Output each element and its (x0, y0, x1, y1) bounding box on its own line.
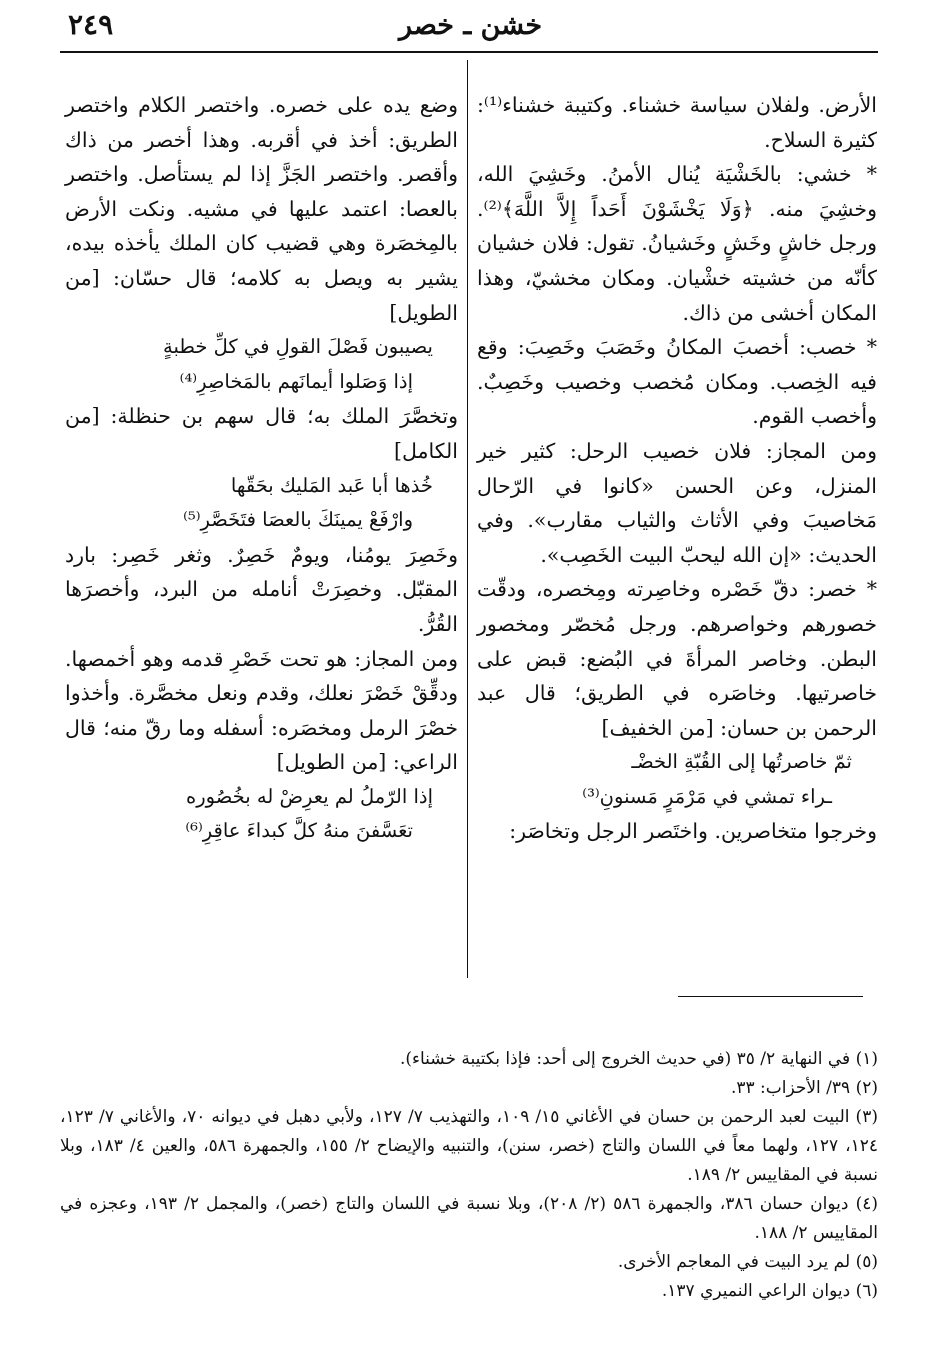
verse-line: يصيبون فَصْلَ القولِ في كلِّ خطبةٍ (163, 335, 433, 359)
entry-paragraph: وخَصِرَ يومُنا، ويومٌ خَصِرٌ. وثغر خَصِر: بارد المقبّل. وخصِرَتْ أنامله من البرد، وأخصرَها القُرُّ. (65, 542, 458, 636)
footnotes (60, 1045, 878, 1306)
verse-line: وارْفَعْ يمينَكَ بالعصَا فتَخَصَّرِ⁽⁵⁾ (183, 508, 413, 532)
footnote: (٤) ديوان حسان ٣٨٦، والجمهرة ٥٨٦ (٢/ ٢٠٨)، وبلا نسبة في اللسان والتاج (خصر)، والمجمل ٢/ ١٩٣، وعجزه في المقاييس ٢/ ١٨٨. (60, 1194, 878, 1243)
footnote: (٢) ٣٩/ الأحزاب: ٣٣. (730, 1078, 878, 1098)
entry-khashiya: * خشي: بالخَشْيَة يُنال الأمنُ. وخَشِيَ الله، وخشِيَ منه. ﴿وَلَا يَخْشَوْنَ أَحَداً إِلاَّ اللَّهَ﴾⁽²⁾. ورجل خاشٍ وخَشٍ وخَشيانُ. تقول: فلان خشيان كأنّه من خشيته خشْيان. ومكان مخشيّ، وهذا المكان أخشى من ذاك. (477, 162, 877, 325)
footnote: (٦) ديوان الراعي النميري ١٣٧. (661, 1281, 878, 1301)
entry-paragraph: وخرجوا متخاصرين. واختَصر الرجل وتخاصَر: (509, 819, 877, 844)
column-divider (467, 60, 468, 978)
entry-paragraph: وتخصَّرَ الملك به؛ قال سهم بن حنظلة: [من الكامل] (65, 404, 458, 463)
verse-line: تعَسَّفنَ منهُ كلَّ كبداءَ عاقِرِ⁽⁶⁾ (185, 819, 413, 843)
entry-khasb: * خصب: أخصبَ المكانُ وخَصَبَ وخَصِبَ: وقع فيه الخِصب. ومكان مُخصب وخصيب وخَصِبٌ. وأخصب القوم. (477, 335, 877, 429)
footnote: (٥) لم يرد البيت في المعاجم الأخرى. (617, 1252, 878, 1272)
verse-line: إذا الرّملُ لم يعرِضْ له بخُصُوره (186, 784, 433, 808)
entry-paragraph: الأرض. ولفلان سياسة خشناء. وكتيبة خشناء⁽¹⁾: كثيرة السلاح. (477, 93, 877, 152)
entry-paragraph: وضع يده على خصره. واختصر الكلام واختصر الطريق: أخذ في أقربه. وهذا أخصر من ذاك وأقصر. واختصر الجَزَّ إذا لم يستأصل. واختصر بالعصا: اعتمد عليها في مشيه. ونكت الأرض بالمِخصَرة وهي قضيب كان الملك يأخذه بيده، يشير به ويصل به كلامه؛ قال حسّان: [من الطويل] (65, 93, 458, 325)
header-rule (60, 51, 878, 53)
entry-paragraph: ومن المجاز: فلان خصيب الرحل: كثير خير المنزل، وعن الحسن «كانوا في الرّحال مَخاصيبَ وفي الأثاث والثياب مقارب». وفي الحديث: «إن الله ليحبّ البيت الخَصِب». (477, 438, 877, 567)
verse-line: إذا وَصَلوا أيمانَهم بالمَخاصِرِ⁽⁴⁾ (179, 369, 413, 393)
left-column (65, 88, 458, 849)
page-header (60, 8, 881, 48)
footnote: (١) في النهاية ٢/ ٣٥ (في حديث الخروج إلى أحد: فإذا بكتيبة خشناء). (399, 1049, 878, 1069)
verse-line: خُذها أبا عَبد المَليك بحَقّها (230, 473, 433, 497)
right-column (477, 88, 877, 849)
footnote: (٣) البيت لعبد الرحمن بن حسان في الأغاني ١٥/ ١٠٩، والتهذيب ٧/ ١٢٧، ولأبي دهبل في ديوانه ٧٠، والأغاني ٧/ ١٢٣، ١٢٤، ١٢٧، ولهما معاً في اللسان والتاج (خصر، سنن)، والتنبيه والإيضاح ٢/ ١٥٥، والجمهرة ٥٨٦، والعين ٤/ ١٨٣، وبلا نسبة في المقاييس ٢/ ١٨٩. (60, 1107, 879, 1185)
verse-line: ـراء تمشي في مَرْمَرٍ مَسنونِ⁽³⁾ (582, 784, 832, 808)
verse-line: ثمّ خاصرتُها إلى القُبّةِ الخضْـ (631, 750, 852, 774)
footnote-rule (678, 996, 863, 997)
entry-paragraph: ومن المجاز: هو تحت خَصْرِ قدمه وهو أخمصها. ودقِّقْ خَصْرَ نعلك، وقدم ونعل مخصَّرة. وأخذوا خصْرَ الرمل ومخصَره: أسفله وما رقّ منه؛ قال الراعي: [من الطويل] (65, 646, 458, 775)
entry-khasr: * خصر: دقّ خَصْره وخاصِرته ومِخصره، ودقّت خصورهم وخواصرهم. ورجل مُخصّر ومخصور البطن. وخاصر المرأةَ في البُضع: قبض على خاصرتيها. وخاصَره في الطريق؛ قال عبد الرحمن بن حسان: [من الخفيف] (477, 577, 877, 740)
page-number: ٢٤٩ (68, 8, 114, 41)
running-title: خشن ـ خصر (398, 10, 543, 41)
